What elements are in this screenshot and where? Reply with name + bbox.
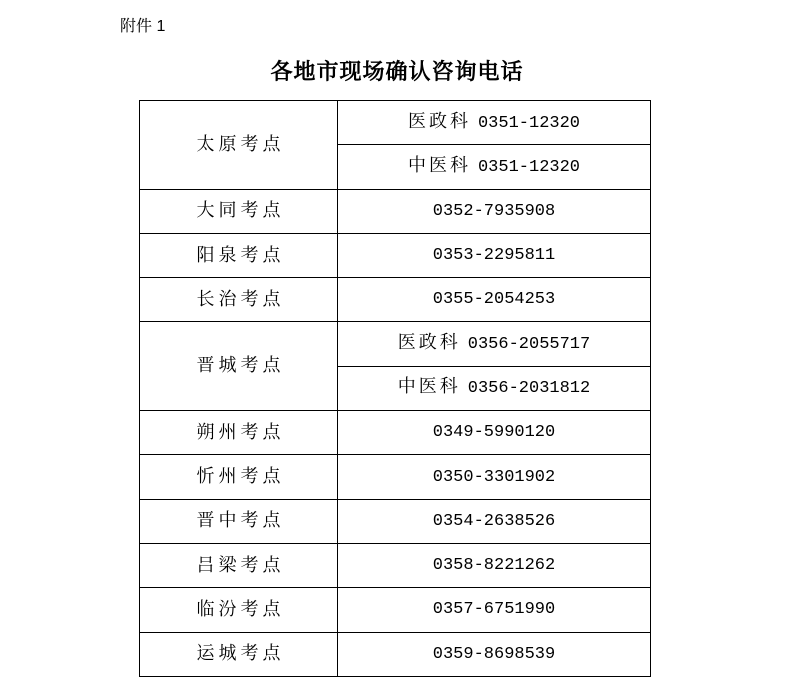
phone-number: 0359-8698539	[432, 644, 556, 664]
table-row	[140, 632, 651, 676]
phone-number: 0356-2031812	[467, 379, 591, 399]
table-row	[140, 233, 651, 277]
phone-number: 0353-2295811	[432, 246, 556, 266]
phone-number: 0351-12320	[477, 113, 581, 133]
phone-number: 0357-6751990	[432, 600, 556, 620]
page-title: 各地市现场确认咨询电话	[270, 59, 524, 85]
phone-number: 0354-2638526	[432, 511, 556, 531]
phone-number: 0349-5990120	[432, 423, 556, 443]
site-name: 运城考点	[140, 632, 338, 676]
contact-table	[139, 100, 651, 677]
site-name: 长治考点	[140, 278, 338, 322]
phone-number: 0352-7935908	[432, 201, 556, 221]
phone-cell	[338, 101, 651, 145]
table-row	[140, 588, 651, 632]
department-label: 医政科	[397, 332, 461, 354]
phone-cell	[338, 455, 651, 499]
site-name: 临汾考点	[140, 588, 338, 632]
site-name: 晋中考点	[140, 499, 338, 543]
phone-cell	[338, 411, 651, 455]
department-label: 中医科	[407, 154, 471, 176]
phone-cell	[338, 278, 651, 322]
phone-cell	[338, 588, 651, 632]
phone-cell	[338, 366, 651, 410]
phone-number: 0356-2055717	[467, 335, 591, 355]
phone-number: 0350-3301902	[432, 467, 556, 487]
site-name: 朔州考点	[140, 411, 338, 455]
table-row	[140, 499, 651, 543]
attachment-label: 附件 1	[120, 18, 166, 35]
phone-number: 0358-8221262	[432, 556, 556, 576]
table-row	[140, 278, 651, 322]
table-row	[140, 543, 651, 587]
phone-cell	[338, 543, 651, 587]
phone-cell	[338, 499, 651, 543]
phone-cell	[338, 233, 651, 277]
table-row	[140, 322, 651, 366]
phone-cell	[338, 145, 651, 189]
site-name: 晋城考点	[140, 322, 338, 411]
site-name: 忻州考点	[140, 455, 338, 499]
table-row	[140, 189, 651, 233]
phone-number: 0355-2054253	[432, 290, 556, 310]
phone-cell	[338, 632, 651, 676]
site-name: 吕梁考点	[140, 543, 338, 587]
table-row	[140, 411, 651, 455]
department-label: 中医科	[397, 376, 461, 398]
phone-cell	[338, 189, 651, 233]
phone-cell	[338, 322, 651, 366]
site-name: 大同考点	[140, 189, 338, 233]
phone-number: 0351-12320	[477, 157, 581, 177]
department-label: 医政科	[407, 110, 471, 132]
site-name: 太原考点	[140, 101, 338, 190]
table-row	[140, 455, 651, 499]
site-name: 阳泉考点	[140, 233, 338, 277]
table-row	[140, 101, 651, 145]
